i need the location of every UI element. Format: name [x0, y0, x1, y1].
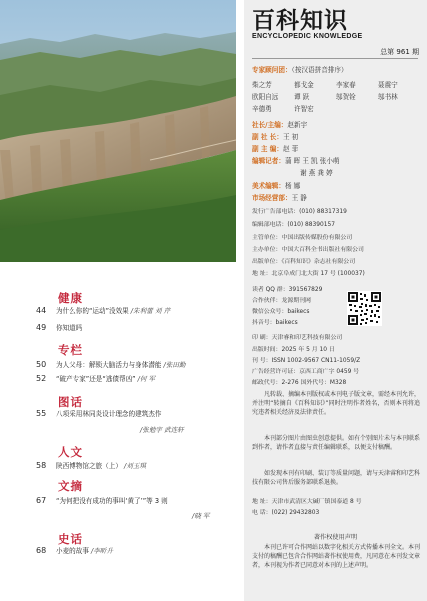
toc-title: 你知道吗: [56, 324, 83, 332]
quality-paragraph: 如发现本刊有印刷、装订等质量问题，请与天津睿和印艺科技有限公司售后服务部联系退换。: [252, 470, 421, 486]
section-heading-humanities: 人文: [58, 445, 83, 459]
issue-number: 总第 961 期: [380, 48, 419, 56]
cover-photo-cliffs: [0, 0, 236, 262]
contact-line: 地 址：北京阜成门北大街 17 号 (100037): [252, 271, 365, 277]
social-line: 微信公众号：baikecs: [252, 309, 310, 315]
toc-title: “破产专家”还是“逃债帮凶”: [56, 375, 136, 383]
publish-line: 广告经营许可证：京西工商广字 0459 号: [252, 369, 360, 375]
staff-value: 赵新宇: [287, 121, 308, 129]
section-heading-health: 健康: [58, 291, 83, 305]
divider: [252, 58, 418, 59]
section-heading-digest: 文摘: [58, 479, 83, 493]
notice-paragraph: 本刊已许可合作网站以数字化相关方式传播本刊全文。本刊支付的稿酬已包含合作网站著作权使用费，凡同意在本刊发文章者，本刊视为作者已同意对本刊的上述声明。: [252, 544, 421, 569]
toc-entry[interactable]: [36, 461, 232, 471]
contact-line: 主管单位：中国出版传媒股份有限公司: [252, 235, 353, 241]
expert-name: 谭 跃: [294, 93, 310, 101]
toc-entry[interactable]: [36, 496, 232, 506]
social-line: 抖音号：baikecs: [252, 320, 298, 326]
expert-name: 欧阳自远: [252, 93, 279, 101]
expert-name: 邬书林: [378, 93, 398, 101]
magazine-logo: [252, 8, 422, 40]
staff-row: [252, 145, 298, 153]
staff-row: [300, 169, 333, 177]
toc-title: “为何把没有成功的事叫‘黄了’”等 3 则: [56, 497, 168, 505]
logo-chinese: 百科知识: [252, 8, 348, 34]
experts-heading: [252, 66, 348, 74]
logo-english: ENCYCLOPEDIC KNOWLEDGE: [252, 33, 363, 40]
toc-title: 八项采用林同炎设计理念的建筑杰作: [56, 410, 162, 418]
staff-value: 王 静: [291, 194, 307, 202]
expert-name: 李家春: [336, 81, 356, 89]
toc-page-number: 68: [36, 546, 47, 555]
toc-page-number: 52: [36, 374, 47, 383]
toc-title: 陕西博物馆之旅（上）: [56, 462, 122, 470]
staff-row: [252, 182, 300, 190]
toc-author: /张田勤: [163, 361, 186, 369]
staff-value: 谢 燕 龚 婷: [300, 169, 333, 177]
image-usage-paragraph: 本刊部分图片由图虫创意提供。如有个别图片未与本刊联系到作者，请作者直接与责任编辑联系，以便支付稿酬。: [252, 435, 421, 451]
masthead-column: [244, 0, 427, 601]
expert-name: 辛德勇: [252, 105, 272, 113]
toc-title: 小麦的故事: [56, 547, 89, 555]
publish-line: 邮政代号：2-276 国外代号：M328: [252, 380, 347, 386]
contact-line: 编辑部电话：(010) 88390157: [252, 222, 336, 228]
expert-name: 邬贺铨: [336, 93, 356, 101]
service-line: 地 址：天津市武清区大碱厂镇国泰道 8 号: [252, 499, 362, 505]
toc-entry[interactable]: [36, 546, 232, 556]
notice-title: 著作权使用声明: [313, 534, 358, 541]
staff-value: 赵 菲: [282, 145, 299, 153]
toc-page-number: 67: [36, 496, 47, 505]
toc-entry[interactable]: [36, 374, 232, 384]
toc-page-number: 49: [36, 323, 47, 332]
service-line: 电 话：(022) 29432803: [252, 510, 320, 516]
toc-author: /朱利蕾 刘 芹: [130, 307, 171, 315]
contact-line: 发行广告部电话：(010) 88317319: [252, 209, 347, 215]
staff-label: 副 主 编：: [252, 145, 283, 153]
staff-label: 副 社 长：: [252, 133, 283, 141]
expert-name: 都戈金: [294, 81, 314, 89]
landscape-illustration: [0, 0, 236, 262]
staff-label: 社长/主编：: [252, 121, 288, 129]
toc-page-number: 44: [36, 306, 47, 315]
staff-row: [252, 157, 340, 165]
staff-row: [252, 121, 307, 129]
contact-line: 主办单位：中国大百科全书出版社有限公司: [252, 247, 364, 253]
toc-page-number: 50: [36, 360, 47, 369]
toc-entry[interactable]: [36, 323, 232, 333]
toc-page-number: 55: [36, 409, 47, 418]
toc-author: /刘玉琪: [123, 462, 146, 470]
staff-label: 编辑记者：: [252, 157, 285, 165]
toc-title: 为什么你的“运动”没效果: [56, 307, 129, 315]
toc-author: /张勉宇 武连轩: [140, 426, 184, 434]
staff-row: [252, 133, 298, 141]
experts-label: 专家顾问团：: [252, 66, 292, 74]
copyright-paragraph: 凡转载、摘编本刊版权或本刊电子版文章，需经本刊允许，并注明“转摘自《百科知识》”同时注明作者姓名，否则本刊将追究违者相关经济及法律责任。: [252, 391, 421, 416]
publish-line: 印 刷：天津睿和印艺科技有限公司: [252, 335, 343, 341]
section-heading-column: 专栏: [58, 343, 83, 357]
publish-line: 出版时间：2025 年 5 月 10 日: [252, 347, 335, 353]
staff-value: 杨 娜: [284, 182, 301, 190]
toc-entry[interactable]: [36, 360, 232, 370]
expert-name: 柴之芳: [252, 81, 272, 89]
toc-entry[interactable]: [36, 409, 232, 419]
toc-page-number: 58: [36, 461, 47, 470]
toc-author: /李昕升: [90, 547, 113, 555]
expert-name: 许智宏: [294, 105, 314, 113]
toc-entry[interactable]: [36, 306, 232, 316]
expert-name: 聂震宁: [378, 81, 398, 89]
staff-value: 蒲 晖 王 凯 张小萌: [284, 157, 340, 165]
staff-label: 美术编辑：: [252, 182, 285, 190]
publish-line: 刊 号：ISSN 1002-9567 CN11-1059/Z: [252, 358, 361, 364]
toc-author: /晓 军: [192, 512, 210, 520]
section-heading-history: 史话: [58, 532, 83, 546]
staff-row: [252, 194, 307, 202]
section-heading-pictures: 图话: [58, 395, 83, 409]
social-line: 读者 QQ 群：391567829: [252, 287, 323, 293]
contact-line: 出版单位：《百科知识》杂志社有限公司: [252, 259, 356, 265]
toc-title: 为人父母：解锁大脑活力与身体潜能: [56, 361, 162, 369]
toc-author: /何 军: [137, 375, 156, 383]
experts-note: （按汉语拼音排序）: [291, 66, 348, 74]
social-line: 合作伙伴：龙源期刊网: [252, 298, 311, 304]
qr-code-icon[interactable]: [347, 291, 382, 326]
staff-value: 王 初: [282, 133, 299, 141]
staff-label: 市场经营部：: [252, 194, 292, 202]
